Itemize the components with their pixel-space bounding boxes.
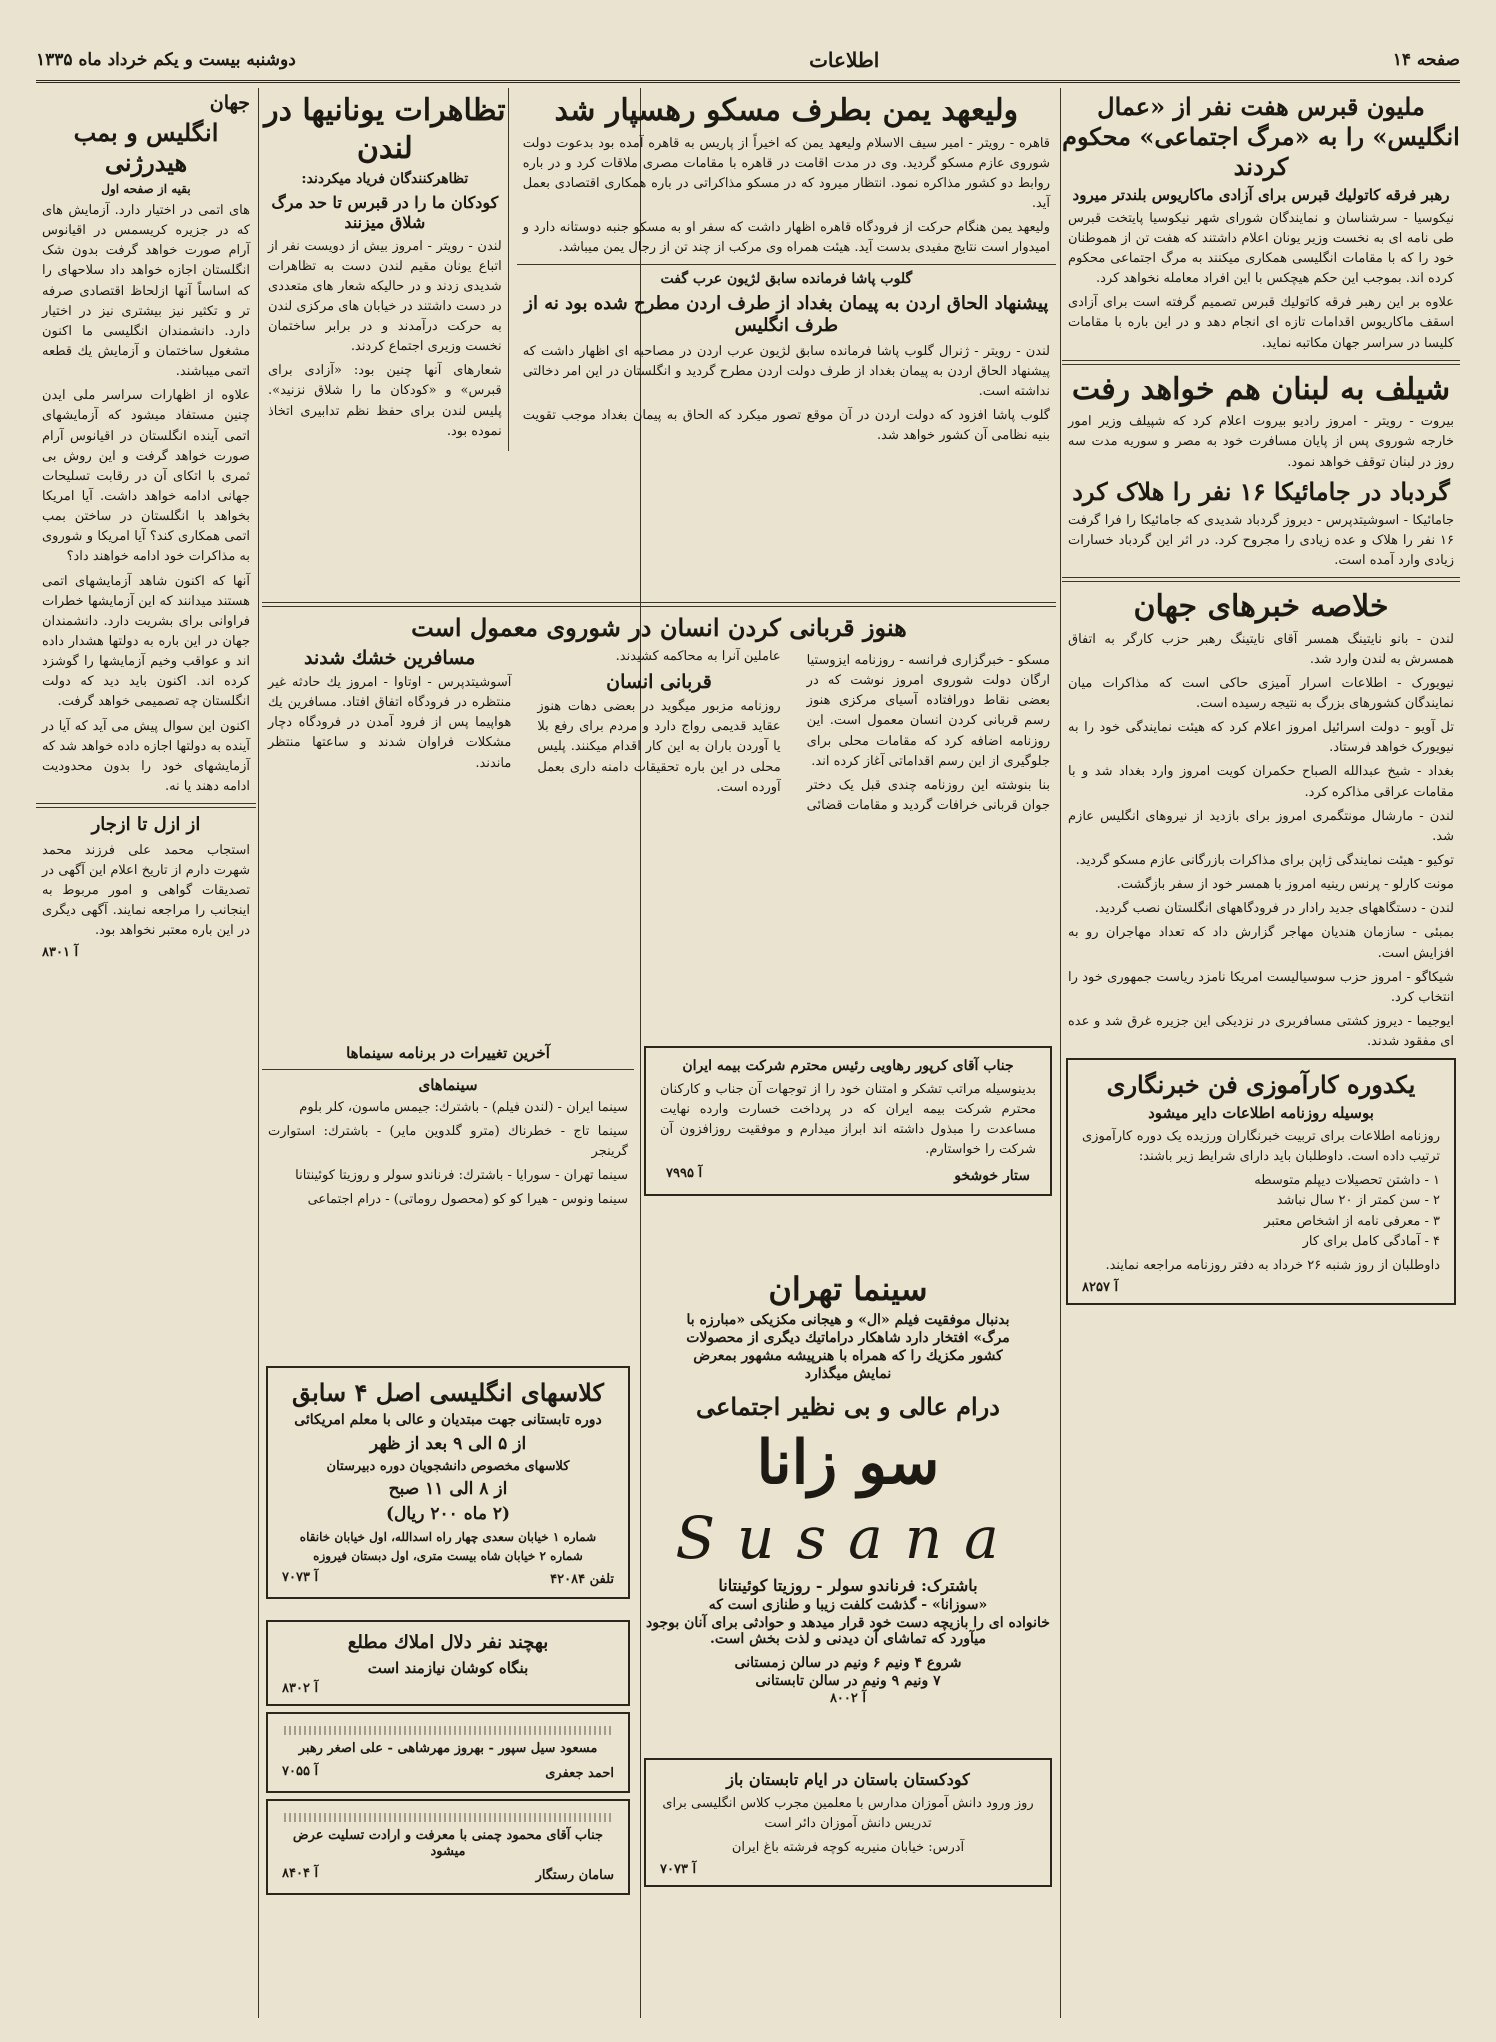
- demo-headline: تظاهرات یونانیها در لندن: [264, 93, 506, 166]
- english-class-ad: [262, 1360, 634, 1610]
- kindergarten-body: روز ورود دانش آموزان مدارس با معلمین مجرب کلاس انگلیسی برای تدریس دانش آموزان دائر است: [662, 1796, 1034, 1832]
- illegible-text: [284, 1813, 612, 1822]
- travellers-subhead: مسافرین خشك شدند: [304, 647, 476, 669]
- course-body: روزنامه اطلاعات برای تربیت خبرنگاران ورزیده یک دوره کارآموزی ترتیب داده است. داوطلبان باید دارای شرایط زیر باشند:: [1082, 1129, 1440, 1165]
- summary-item: نیویورک - اطلاعات اسرار آمیزی حاکی است که مذاکرات میان نمایندگان کشورهای بزرگ به نتیجه رسیده است.: [1068, 675, 1454, 711]
- masthead: اطلاعات: [809, 48, 880, 72]
- class-address-1: شماره ۱ خیابان سعدی چهار راه اسدالله، اول خیابان خانقاه: [299, 1529, 597, 1544]
- thanks-ad-number: آ ۷۹۹۵: [666, 1166, 703, 1182]
- jamaica-headline: گردباد در جامائیکا ۱۶ نفر را هلاک کرد: [1072, 476, 1450, 506]
- course-item: ۳ - معرفی نامه از اشخاص معتبر: [1264, 1213, 1440, 1229]
- class-line-2: از ۵ الی ۹ بعد از ظهر: [369, 1433, 527, 1454]
- sacrifice-headline: هنوز قربانی کردن انسان در شوروی معمول است: [411, 613, 907, 642]
- class-line-3: کلاسهای مخصوص دانشجویان دوره دبیرستان: [326, 1458, 570, 1474]
- thanks-body: بدینوسیله مراتب تشکر و امتنان خود را از توجهات آن جناب و کارکنان محترم شرکت بیمه ایران که در پرداخت خسارت وارده نهایت مساعدت را مبذول داشته اند ابراز میدارم و موفقیت روزافزون آن شرکت را خواستارم.: [660, 1081, 1036, 1157]
- summary-item: توکیو - هیئت نمایندگی ژاپن برای مذاکرات بازرگانی عازم مسکو گردید.: [1075, 852, 1454, 868]
- section-rule: [262, 1069, 634, 1070]
- ad-line-2: مرگ» افتخار دارد شاهکار دراماتیك دیگری از محصولات: [686, 1330, 1010, 1346]
- thanks-notice: [640, 1040, 1056, 1260]
- ad-line-4: نمایش میگذارد: [804, 1366, 892, 1382]
- cinema-listings: [262, 1040, 634, 1360]
- classifieds-stack: [262, 1614, 634, 2018]
- course-item: ۲ - سن کمتر از ۲۰ سال نباشد: [1276, 1193, 1440, 1209]
- cyprus-body-1: نیکوسیا - سرشناسان و نمایندگان شورای شهر نیکوسیا پایتخت قبرس طی نامه ای به نخست وزیر یونان اعلام داشتند که هفت تن از هموطنان خود را که با مقامات انگلیسی همکاری میکنند به مرگ اجتماعی محکوم کرده اند. بموجب این حکم هیچکس با این افراد معامله نخواهد کرد.: [1068, 210, 1454, 287]
- ad-description: خانواده ای را بازیچه دست خود قرار میدهد و حوادثی برای آنان بوجود میآورد که تماشای آن دیدنی و لذت بخش است.: [646, 1615, 1050, 1647]
- section-rule: [1062, 577, 1460, 582]
- kindergarten-address: آدرس: خیابان منیریه کوچه فرشته باغ ایران: [731, 1840, 965, 1856]
- condolence-ad-number: آ ۸۴۰۴: [282, 1866, 319, 1881]
- hbomb-headline: انگلیس و بمب هیدرژنی: [73, 118, 219, 177]
- greek-demo-story: [262, 88, 509, 451]
- class-line-4: از ۸ الی ۱۱ صبح: [388, 1479, 508, 1499]
- mourning-names: مسعود سیل سپور - بهروز مهرشاهی - علی اصغر رهبر: [298, 1741, 598, 1757]
- cinema-listing-headline: آخرین تغییرات در برنامه سینماها: [346, 1044, 550, 1062]
- demo-body: لندن - رویتر - امروز بیش از دویست نفر از اتباع یونان مقیم لندن دست به تظاهرات شدیدی زدند و در حالیکه شعار های متعددی در دست داشتند در خیابان های مرکزی لندن به حرکت درآمدند و در برابر ساختمان نخست وزیری اجتماع کردند.: [268, 238, 502, 355]
- column-rule: [1060, 88, 1061, 2018]
- cyprus-headline: ملیون قبرس هفت نفر از «عمال انگلیس» را به «مرگ اجتماعی» محکوم کردند: [1062, 92, 1460, 181]
- sacrifice-body-2: بنا بنوشته این روزنامه چندی قبل یک دختر جوان قربانی خرافات گردید و مقامات قضائی عاملین آنرا به محاکمه کشیدند.: [615, 649, 1050, 813]
- hbomb-body-1: های اتمی در اختیار دارد. آزمایش های که در جزیره کریسمس در اقیانوس آرام صورت خواهد گرفت بدون شک انگلستان اجازه خواهد داد سلاحهای را که اساساً آنها ازلحاظ اقتصادی صرفه تر و تکثیر نیز بیشتری نیز در اختیار دارد. دانشمندان انگلیسی ما اکنون مشغول ساختمان و آزمایش یك قطعه اتمی میباشند.: [42, 203, 250, 380]
- summary-item: بمبئی - سازمان هندیان مهاجر گزارش داد که تعداد مهاجران رو به افزایش است.: [1068, 925, 1454, 961]
- ad-number: آ ۸۰۰۲: [829, 1691, 867, 1706]
- broker-headline: بهچند نفر دلال املاك مطلع: [347, 1632, 549, 1653]
- cinema-tehran-ad: [640, 1262, 1056, 1748]
- class-headline: کلاسهای انگلیسی اصل ۴ سابق: [292, 1378, 604, 1407]
- class-price: (۲ ماه ۲۰۰ ریال): [385, 1504, 511, 1525]
- notice-headline: از ازل تا ازجار: [91, 814, 201, 836]
- glub-kicker: گلوب پاشا فرمانده سابق لژیون عرب گفت: [660, 271, 913, 288]
- page-number: صفحه ۱۴: [1392, 50, 1460, 70]
- travellers-body: آسوشیتدپرس - اوتاوا - امروز یك حادثه غیر منتظره در فرودگاه اتفاق افتاد. مسافرین یك هواپیما پس از فرود آمدن در فرودگاه دچار مشکلات فراوان شدند و ساعتها منتظر ماندند.: [268, 675, 512, 771]
- top-middle-section: [262, 88, 1056, 648]
- journalism-course-box: [1066, 1058, 1456, 1305]
- summary-item: شیکاگو - امروز حزب سوسیالیست امریکا نامزد ریاست جمهوری خود را انتخاب کرد.: [1068, 969, 1454, 1005]
- sacrifice-subhead: قربانی انسان: [606, 671, 712, 694]
- yemen-story: [517, 88, 1056, 451]
- cinema-listing-subhead: سینماهای: [418, 1075, 478, 1094]
- section-rule: [517, 264, 1056, 265]
- condolence-signature: سامان رستگار: [535, 1868, 614, 1883]
- page-header: [36, 40, 1460, 83]
- summary-item: لندن - دستگاههای جدید رادار در فرودگاههای انگلستان نصب گردید.: [1094, 901, 1454, 917]
- world-kicker: جهان: [209, 92, 250, 114]
- kindergarten-ad-number: آ ۷۰۷۳: [660, 1862, 697, 1878]
- thanks-signature: ستار خوشخو: [954, 1168, 1030, 1185]
- condolence-notice: جناب آقای محمود چمنی با معرفت و ارادت تسلیت عرض میشود: [292, 1827, 604, 1859]
- notice-body: استجاب محمد علی فرزند محمد شهرت دارم از تاریخ اعلام این آگهی در تصدیقات گواهی و امور مربوط به اینجانب را مراجعه نمایند. آگهی دیگری در این باره معتبر نخواهد بود.: [42, 842, 250, 939]
- glub-body-2: گلوب پاشا افزود که دولت اردن در آن موقع تصور میکرد که الحاق به پیمان بغداد موجب تقویت بنیه نظامی آن کشور خواهد شد.: [522, 408, 1050, 444]
- column-right: [1062, 88, 1460, 2018]
- hbomb-body-4: اکنون این سوال پیش می آید که آیا در آینده به دولتها اجازه داده خواهد شد که آزمایشهای خود را بدون محدودیت ادامه دهند یا نه.: [42, 718, 250, 794]
- ad-quote: «سوزانا» - گذشت کلفت زیبا و طنازی است که: [708, 1597, 988, 1613]
- course-ad-number: آ ۸۲۵۷: [1082, 1279, 1119, 1295]
- hbomb-body-2: علاوه از اظهارات سراسر ملی ایدن چنین مستفاد میشود که آزمایشهای اتمی آینده انگلستان در اقیانوس آرام صورت خواهد گرفت و این روش بی ثمری با اتکای آن در رقابت تسلیحات جهانی ادامه خواهد داشت. آیا امریکا بخواهد با انگلستان در ساختن بمب اتمی همکاری کند؟ آیا امریکا و شوروی به مذاکرات خود ادامه خواهند داد؟: [42, 388, 250, 565]
- class-phone: تلفن ۴۲۰۸۴: [550, 1571, 614, 1587]
- cinema-listing: سینما تاج - خطرناك (مترو گلدوین مایر) - باشترك: استوارت گرینجر: [268, 1123, 628, 1160]
- class-address-2: شماره ۲ خیابان شاه بیست متری، اول دبستان فیروزه: [313, 1548, 583, 1563]
- glub-headline: پیشنهاد الحاق اردن به پیمان بغداد از طرف اردن مطرح شده بود نه از طرف انگلیس: [524, 292, 1049, 337]
- demo-subheadline: کودکان ما را در قبرس تا حد مرگ شلاق میزنند: [271, 192, 499, 232]
- summary-item: بغداد - شیخ عبدالله الصباح حکمران کویت امروز وارد بغداد شد و با مقامات عراقی مذاکره کرد.: [1068, 764, 1454, 800]
- mourning-ad-number: آ ۷۰۵۵: [282, 1763, 319, 1779]
- yemen-headline: ولیعهد یمن بطرف مسکو رهسپار شد: [554, 93, 1019, 128]
- ad-showtimes-2: ۷ ونیم ۹ ونیم در سالن تابستانی: [755, 1673, 941, 1689]
- section-rule: [36, 803, 256, 808]
- issue-date: دوشنبه بیست و یکم خرداد ماه ۱۳۳۵: [36, 50, 296, 70]
- mourning-name-2: احمد جعفری: [545, 1765, 614, 1781]
- lebanon-headline: شیلف به لبنان هم خواهد رفت: [1071, 371, 1451, 407]
- column-left: [36, 88, 256, 2018]
- cinema-listing: سینما ونوس - هیرا کو کو (محصول روماتی) - درام اجتماعی: [307, 1192, 628, 1208]
- sacrifice-body: مسکو - خبرگزاری فرانسه - روزنامه ایزوستیا ارگان دولت شوروی امروز نوشت که در بعضی نقاط دورافتاده آسیای مرکزی هنوز رسم قربانی کردن انسان معمول است. این روزنامه اضافه کرد که مقامات محلی برای جلوگیری از این رسم اقداماتی آغاز کرده اند.: [806, 653, 1050, 769]
- class-line-1: دوره تابستانی جهت مبتدیان و عالی با معلم امریکائی: [294, 1412, 602, 1428]
- illegible-text: [284, 1726, 612, 1735]
- sacrifice-story: [262, 596, 1056, 1036]
- ad-line-1: بدنبال موفقیت فیلم «ال» و هیجانی مکزیکی «مبارزه با: [686, 1312, 1010, 1328]
- ad-line-3: کشور مکزیك را که همراه با هنرپیشه مشهور بمعرض: [693, 1348, 1003, 1364]
- summary-item: تل آویو - دولت اسرائیل امروز اعلام کرد که هیئت نمایندگی خود را به نیویورک خواهد فرستاد.: [1068, 720, 1454, 756]
- demo-body-2: شعارهای آنها چنین بود: «آزادی برای قبرس» و «کودکان ما را شلاق نزنید». پلیس لندن برای حفظ نظم تدابیری اتخاذ نموده بود.: [268, 363, 502, 439]
- broker-ad-number: آ ۸۳۰۲: [282, 1681, 319, 1697]
- lebanon-body: بیروت - رویتر - امروز رادیو بیروت اعلام کرد که شپیلف وزیر امور خارجه شوروی پس از پایان مسافرت خود به مصر و سوریه مدت سه روز در لبنان توقف خواهد نمود.: [1068, 414, 1454, 470]
- ad-movie-title-latin: Susana: [675, 1504, 1021, 1572]
- cyprus-subheadline: رهبر فرقه کاتولیك قبرس برای آزادی ماکاریوس بلندتر میرود: [1072, 186, 1450, 204]
- course-headline: یکدوره کارآموزی فن خبرنگاری: [1106, 1070, 1416, 1100]
- course-item: ۴ - آمادگی کامل برای کار: [1302, 1233, 1440, 1249]
- thanks-headline: جناب آقای کرپور رهاویی رئیس محترم شرکت بیمه ایران: [682, 1058, 1014, 1074]
- section-rule: [262, 602, 1056, 607]
- continued-note: بقیه از صفحه اول: [101, 182, 191, 196]
- summary-item: لندن - مارشال مونتگمری امروز برای بازدید از نیروهای انگلیس عازم شد.: [1068, 808, 1454, 844]
- ad-movie-title: سو زانا: [756, 1428, 940, 1498]
- yemen-body-2: ولیعهد یمن هنگام حرکت از فرودگاه قاهره اظهار داشت که سفر او به مسکو جنبه دوستانه دارد و امیدوار است نتایج مفیدی بدست آید. هیئت همراه وی مرکب از چند تن از رجال یمن میباشد.: [522, 220, 1050, 256]
- column-rule: [258, 88, 259, 2018]
- class-ad-number: آ ۷۰۷۳: [282, 1569, 319, 1585]
- jamaica-body: جامائیکا - اسوشیتدپرس - دیروز گردباد شدیدی که جامائیکا را فرا گرفت ۱۶ نفر را هلاک و عده زیادی را مجروح کرد. در اثر این گردباد خسارات زیادی وارد آمده است.: [1068, 512, 1454, 568]
- cinema-listing: سینما ایران - (لندن فیلم) - باشترك: جیمس ماسون، کلر بلوم: [299, 1099, 628, 1115]
- course-closing: داوطلبان از روز شنبه ۲۶ خرداد به دفتر روزنامه مراجعه نمایند.: [1105, 1257, 1440, 1273]
- kindergarten-headline: کودکستان باستان در ایام تابستان باز: [726, 1770, 970, 1789]
- yemen-body: قاهره - رویتر - امیر سیف الاسلام ولیعهد یمن که اخیراً از پاریس به قاهره آمده بود بدعوت دولت شوروی عازم مسکو گردید. وی در مدت اقامت در قاهره با مقامات مصری ملاقات کرد و در باره روابط دو کشور مذاکره نمود. انتظار میرود که در مسکو مذاکراتی در باره همکاری اقتصادی بعمل آید.: [522, 135, 1050, 211]
- cinema-listing: سینما تهران - سورایا - باشترك: فرناندو سولر و روزیتا کوئینتانا: [295, 1168, 628, 1184]
- demo-kicker: تظاهرکنندگان فریاد میکردند:: [301, 171, 469, 187]
- broker-subheadline: بنگاه کوشان نیازمند است: [367, 1658, 529, 1677]
- section-rule: [1062, 360, 1460, 365]
- summary-item: ایوجیما - دیروز کشتی مسافربری در نزدیکی این جزیره غرق شد و عده ای مفقود شدند.: [1068, 1013, 1454, 1050]
- course-subheadline: بوسیله روزنامه اطلاعات دایر میشود: [1148, 1104, 1374, 1123]
- course-item: ۱ - داشتن تحصیلات دیپلم متوسطه: [1254, 1173, 1440, 1189]
- ad-cinema-name: سینما تهران: [768, 1270, 928, 1308]
- kindergarten-ad: [640, 1752, 1056, 2018]
- ad-showtimes: شروع ۴ ونیم ۶ ونیم در سالن زمستانی: [734, 1655, 962, 1671]
- summary-item: مونت کارلو - پرنس رینیه امروز با همسر خود از سفر بازگشت.: [1116, 877, 1454, 893]
- sacrifice-columns: [262, 647, 1056, 816]
- world-summary-headline: خلاصه خبرهای جهان: [1133, 589, 1389, 625]
- sacrifice-body-3: روزنامه مزبور میگوید در بعضی دهات هنوز عقاید قدیمی رواج دارد و مردم برای رفع بلا یا آوردن باران به این کار اقدام میکنند. پلیس محلی در این باره تحقیقات دامنه داری بعمل آورده است.: [537, 699, 781, 795]
- ad-cast: باشترک: فرناندو سولر - روزیتا کوئینتانا: [718, 1576, 978, 1595]
- hbomb-body-3: آنها که اکنون شاهد آزمایشهای اتمی هستند میدانند که این آزمایشها خطرات فراوانی برای بشریت دارد. دانشمندان جهان در این باره به دولتها هشدار داده اند و عواقب وخیم آزمایشها را گوشزد کرده اند. اکنون باید دید که دولت انگلستان چه تصمیمی خواهد گرفت.: [42, 573, 250, 710]
- notice-ad-number: آ ۸۳۰۱: [42, 945, 79, 961]
- summary-item: لندن - بانو نایتینگ همسر آقای نایتینگ رهبر حزب کارگر به اتفاق همسرش به لندن وارد شد.: [1068, 631, 1454, 667]
- cyprus-body-2: علاوه بر این رهبر فرقه کاتولیك قبرس تصمیم گرفته است برای آزادی اسقف ماکاریوس اقدامات تازه ای انجام دهد و در این باره با مقامات کلیسا در سراسر جهان مکاتبه نماید.: [1068, 295, 1454, 351]
- glub-body: لندن - رویتر - ژنرال گلوب پاشا فرمانده سابق لژیون عرب اردن در مصاحبه ای اظهار داشت که پیشنهاد الحاق اردن به پیمان بغداد از طرف دولت اردن مطرح گردید و انگلستان در این امر دخالتی نداشته است.: [522, 343, 1050, 400]
- ad-genre: درام عالی و بی نظیر اجتماعی: [696, 1392, 1000, 1421]
